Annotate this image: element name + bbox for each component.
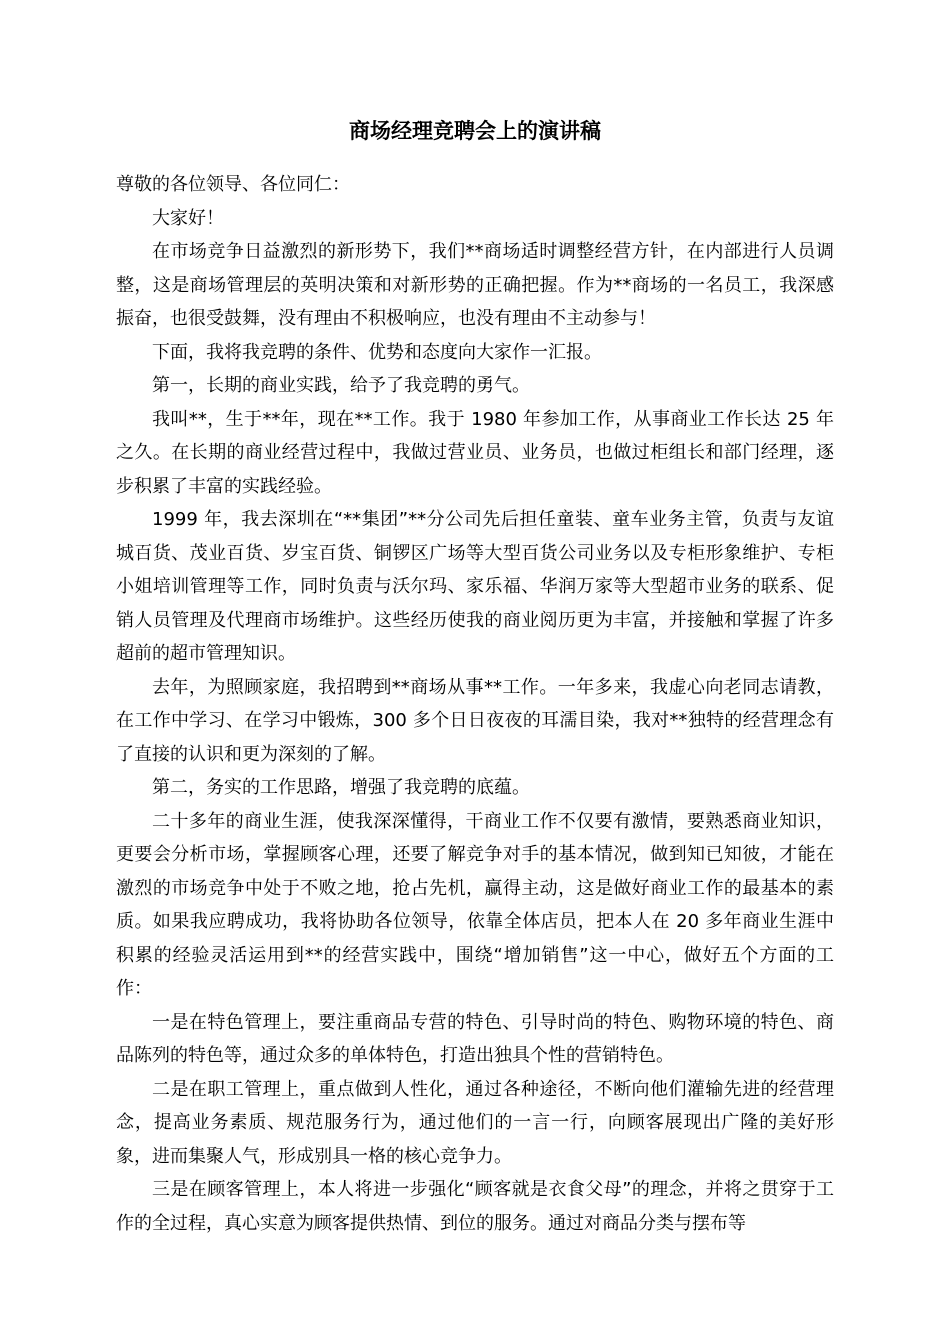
salutation: 尊敬的各位领导、各位同仁： (116, 174, 350, 195)
paragraph: 下面，我将我竞聘的条件、优势和态度向大家作一汇报。 (152, 341, 602, 363)
paragraph: 去年，为照顾家庭，我招聘到**商场从事**工作。一年多来，我虚心向老同志请教，在工作中学习、在学习中锻炼，300 多个日日夜夜的耳濡目染，我对**独特的经营理念有了直接的认识和更为深刻的了解。 (116, 676, 834, 765)
paragraph: 一是在特色管理上，要注重商品专营的特色、引导时尚的特色、购物环境的特色、商品陈列的特色等，通过众多的单体特色，打造出独具个性的营销特色。 (116, 1011, 834, 1066)
paragraph: 大家好！ (152, 207, 224, 229)
document-title: 商场经理竞聘会上的演讲稿 (349, 119, 601, 143)
paragraph: 三是在顾客管理上，本人将进一步强化“顾客就是衣食父母”的理念，并将之贯穿于工作的全过程，真心实意为顾客提供热情、到位的服务。通过对商品分类与摆布等 (116, 1179, 834, 1234)
paragraph: 我叫**，生于**年，现在**工作。我于 1980 年参加工作，从事商业工作长达 25 年之久。在长期的商业经营过程中，我做过营业员、业务员，也做过柜组长和部门经理，逐步积累了丰富的实践经验。 (116, 408, 834, 497)
section-heading: 第一，长期的商业实践，给予了我竞聘的勇气。 (152, 375, 530, 396)
paragraph: 二十多年的商业生涯，使我深深懂得，干商业工作不仅要有激情，要熟悉商业知识，更要会分析市场，掌握顾客心理，还要了解竞争对手的基本情况，做到知已知彼，才能在激烈的市场竞争中处于不败之地，抢占先机，赢得主动，这是做好商业工作的最基本的素质。如果我应聘成功，我将协助各位领导，依靠全体店员，把本人在 20 多年商业生涯中积累的经验灵活运用到**的经营实践中，围绕“增加销售”这一中心，做好五个方面的工作： (116, 810, 834, 999)
paragraph: 在市场竞争日益激烈的新形势下，我们**商场适时调整经营方针，在内部进行人员调整，这是商场管理层的英明决策和对新形势的正确把握。作为**商场的一名员工，我深感振奋，也很受鼓舞，没有理由不积极响应，也没有理由不主动参与！ (116, 241, 834, 329)
section-heading: 第二，务实的工作思路，增强了我竞聘的底蕴。 (152, 777, 530, 798)
paragraph: 二是在职工管理上，重点做到人性化，通过各种途径，不断向他们灌输先进的经营理念，提高业务素质、规范服务行为，通过他们的一言一行，向顾客展现出广隆的美好形象，进而集聚人气，形成别具一格的核心竞争力。 (116, 1078, 834, 1167)
document-body (116, 168, 834, 1240)
paragraph: 1999 年，我去深圳在“**集团”**分公司先后担任童装、童车业务主管，负责与友谊城百货、茂业百货、岁宝百货、铜锣区广场等大型百货公司业务以及专柜形象维护、专柜小姐培训管理等工作，同时负责与沃尔玛、家乐福、华润万家等大型超市业务的联系、促销人员管理及代理商市场维护。这些经历使我的商业阅历更为丰富，并接触和掌握了许多超前的超市管理知识。 (116, 509, 834, 664)
